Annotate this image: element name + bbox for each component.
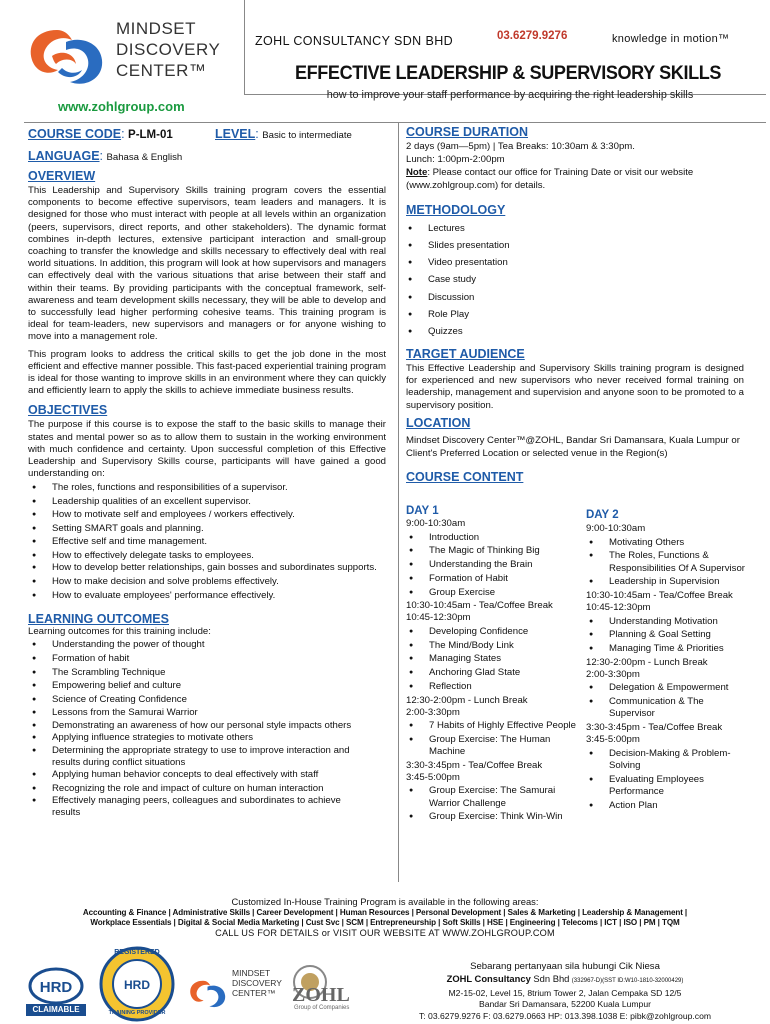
website-link[interactable]: www.zohlgroup.com (58, 99, 185, 114)
bullet-icon: ● (409, 588, 414, 596)
schedule-time: 2:00-3:30pm (586, 668, 640, 680)
schedule-topic: The Roles, Functions & Responsibilities Of A Supervisor ● (589, 550, 745, 574)
level-value: Basic to intermediate (262, 130, 352, 141)
schedule-topic: Group Exercise: The Human Machine ● (409, 734, 551, 758)
schedule-topic: Formation of Habit ● (409, 572, 508, 584)
badge-subtext: TRAINING PROVIDER (108, 1010, 166, 1016)
schedule-topic: Group Exercise ● (409, 586, 496, 598)
zohl-logo-text: ZOHL (292, 984, 350, 1006)
list-item: ● Effective self and time management. (30, 535, 386, 548)
schedule-topic: The Magic of Thinking Big ● (409, 545, 540, 557)
list-item: ● Applying human behavior concepts to deal effectively with staff (30, 768, 386, 782)
colon: : (99, 149, 107, 163)
course-code: P-LM-01 (128, 129, 173, 141)
bullet-icon: ● (589, 801, 594, 809)
list-item: ● Applying influence strategies to motivate others (30, 731, 386, 745)
list-item: ● How to effectively delegate tasks to employees. (30, 549, 386, 562)
header-phone: 03.6279.9276 (497, 30, 568, 42)
bullet-icon: ● (409, 627, 414, 635)
audience-text: This Effective Leadership and Supervisory Skills training program is designed for experienced and new supervisors who never received formal training on leadership, management and supervision and anyone soon to be promoted to a supervisory position. (406, 362, 744, 411)
location-text: Mindset Discovery Center™@ZOHL, Bandar Sri Damansara, Kuala Lumpur or Client's Preferred Location or selected venue in the Region(s) (406, 435, 740, 459)
lunch-line: Lunch: 1:00pm-2:00pm (406, 154, 505, 166)
overview-paragraph: This Leadership and Supervisory Skills training program covers the essential components to become effective supervisors, team leaders and managers. It is designed for those who must interact with people at all levels within an organization (peers, supervisors, direct reports, and other stakeholders). The dynamic format combines in-depth lectures, extensive participant interaction and small-group coaching to transfer the knowledge and skills necessary to effectively deal with real world situations. In addition, this program will look at how supervisors and managers can effectively deal with the various situations that arise between their staff and within their teams. By providing participants with the conceptual framework, self-awareness and team development skills necessary, they will be able to develop and to successfully lead higher performing cohesive teams. This training program is ideal for team-leaders, new supervisors and managers or for anyone wishing to move into a management role. (28, 185, 386, 343)
outcomes-list (30, 638, 386, 818)
contact-reg: (332967-D)(SST ID:W10-1810-32000429) (571, 978, 684, 984)
list-item: ● Quizzes (406, 323, 744, 340)
list-item: ● Case study (406, 271, 744, 288)
schedule-time: 2:00-3:30pm (406, 706, 460, 718)
list-item: ● The roles, functions and responsibilities of a supervisor. (30, 481, 386, 494)
list-item: ● Science of Creating Confidence (30, 693, 386, 707)
address-line: M2-15-02, Level 15, 8trium Tower 2, Jalan Cempaka SD 12/5 (448, 987, 682, 998)
overview-heading: OVERVIEW (28, 169, 96, 183)
bullet-icon: ● (409, 641, 414, 649)
day1-schedule (406, 518, 582, 825)
schedule-time: 10:30-10:45am - Tea/Coffee Break (406, 600, 553, 612)
schedule-topic: Evaluating Employees Performance ● (589, 773, 704, 797)
logo-line: MINDSET (232, 968, 271, 978)
registered-provider-badge (97, 944, 177, 1022)
list-item: ● Lessons from the Samurai Warrior (30, 706, 386, 720)
brand-logo-text (116, 18, 220, 81)
language-row (28, 147, 386, 167)
schedule-topic: 7 Habits of Highly Effective People ● (409, 720, 577, 732)
address-line: Bandar Sri Damansara, 52200 Kuala Lumpur (479, 999, 651, 1010)
duration-line: 2 days (9am—5pm) | Tea Breaks: 10:30am & 3:30pm. (406, 141, 635, 152)
logo-line: CENTER™ (116, 61, 207, 80)
methodology-list (406, 220, 744, 341)
day2-schedule (586, 523, 746, 813)
colon: : (121, 127, 129, 141)
schedule-topic: Managing Time & Priorities ● (589, 643, 724, 655)
schedule-time: 9:00-10:30am (406, 518, 466, 529)
svg-text:HRD: HRD (124, 978, 150, 992)
methodology-heading: METHODOLOGY (406, 202, 506, 217)
course-title: EFFECTIVE LEADERSHIP & SUPERVISORY SKILLS (294, 63, 722, 84)
schedule-topic: Understanding the Brain ● (409, 559, 533, 571)
logo-line: MINDSET (116, 19, 196, 38)
schedule-time: 3:45-5:00pm (586, 734, 640, 745)
logo-line: CENTER™ (232, 988, 276, 998)
schedule-topic: Decision-Making & Problem-Solving ● (589, 747, 731, 771)
bullet-icon: ● (409, 655, 414, 663)
note-label: Note (406, 167, 428, 179)
brand-logo-mark (22, 22, 112, 92)
schedule-topic: Motivating Others ● (589, 536, 685, 548)
schedule-time: 10:30-10:45am - Tea/Coffee Break (586, 590, 733, 602)
bullet-icon: ● (589, 775, 594, 783)
bullet-icon: ● (589, 631, 594, 639)
list-item: ● Role Play (406, 306, 744, 323)
list-item: ● The Scrambling Technique (30, 666, 386, 680)
bullet-icon: ● (409, 533, 414, 541)
bullet-icon: ● (589, 617, 594, 625)
divider (24, 122, 766, 123)
hrd-claimable-badge (22, 966, 90, 1020)
overview-paragraph: This program looks to address the critical skills to get the job done in the most efficient and effective manner possible. This fast-paced experiential training program is ideal for those wanting to improve skills in an environment where they can quickly and efficiently learn to apply the skills to achieve immediate business results. (28, 348, 386, 397)
bullet-icon: ● (409, 683, 414, 691)
list-item: ● Understanding the power of thought (30, 638, 386, 652)
column-divider (398, 122, 399, 882)
objectives-list (30, 481, 386, 602)
list-item: ● Determining the appropriate strategy to use to improve interaction and results during conflict situations (30, 745, 386, 768)
schedule-topic: Group Exercise: The Samurai Warrior Challenge ● (409, 785, 556, 809)
note-text: : Please contact our office for Training Date or visit our website (www.zohlgroup.com) for details. (406, 167, 694, 191)
schedule-topic: Developing Confidence ● (409, 625, 529, 637)
inhouse-note: Customized In-House Training Program is available in the following areas: (231, 896, 539, 907)
list-item: ● Lectures (406, 220, 744, 237)
bullet-icon: ● (409, 574, 414, 582)
schedule-topic: Understanding Motivation ● (589, 615, 718, 627)
schedule-time: 9:00-10:30am (586, 523, 646, 534)
bullet-icon: ● (589, 552, 594, 560)
bullet-icon: ● (409, 722, 414, 730)
contact-company: ZOHL Consultancy (446, 973, 531, 984)
bullet-icon: ● (589, 684, 594, 692)
day2-label: DAY 2 (586, 509, 619, 521)
bullet-icon: ● (409, 736, 414, 744)
language-value: Bahasa & English (106, 152, 183, 163)
content-heading: COURSE CONTENT (406, 470, 524, 485)
schedule-time: 12:30-2:00pm - Lunch Break (586, 656, 708, 668)
company-name: ZOHL CONSULTANCY SDN BHD (255, 34, 454, 48)
zohl-logo-sub: Group of Companies (294, 1005, 350, 1011)
bullet-icon: ● (409, 787, 414, 795)
badge-text: CLAIMABLE (32, 1005, 80, 1014)
list-item: ● Effectively managing peers, colleagues and subordinates to achieve results (30, 795, 386, 818)
contact-intro: Sebarang pertanyaan sila hubungi Cik Niesa (470, 961, 660, 972)
list-item: ● Discussion (406, 289, 744, 306)
zohl-logo (288, 960, 358, 1016)
schedule-topic: Planning & Goal Setting ● (589, 629, 711, 641)
bullet-icon: ● (409, 669, 414, 677)
schedule-time: 3:30-3:45pm - Tea/Coffee Break (406, 760, 543, 772)
right-column (406, 125, 744, 484)
duration-heading: COURSE DURATION (406, 125, 528, 139)
schedule-topic: Anchoring Glad State ● (409, 667, 521, 679)
schedule-topic: Group Exercise: Think Win-Win ● (409, 811, 563, 823)
svg-text:HRD: HRD (39, 979, 73, 996)
schedule-topic: The Mind/Body Link ● (409, 639, 514, 651)
audience-heading: TARGET AUDIENCE (406, 346, 525, 361)
contact-company-rest: Sdn Bhd (530, 973, 570, 984)
schedule-topic: Introduction ● (409, 531, 480, 543)
footer-logo-mark (186, 974, 230, 1014)
bullet-icon: ● (589, 578, 594, 586)
note-paragraph (406, 167, 744, 192)
logo-line: DISCOVERY (232, 978, 282, 988)
call-to-action: CALL US FOR DETAILS or VISIT OUR WEBSITE AT WWW.ZOHLGROUP.COM (215, 928, 555, 938)
schedule-time: 3:30-3:45pm - Tea/Coffee Break (586, 722, 723, 734)
course-code-label: COURSE CODE (28, 127, 122, 141)
course-code-row (28, 125, 386, 145)
list-item: ● Empowering belief and culture (30, 679, 386, 693)
day1-label: DAY 1 (406, 505, 439, 517)
list-item: ● How to motivate self and employees / workers effectively. (30, 508, 386, 521)
objectives-intro: The purpose if this course is to expose the staff to the basic skills to manage their states and mental power so as to allow them to sustain in the working environment with much confidence and certainty. Upon successful completion of this Effective Leadership and Supervisory Skills course, participants will have gained a good understanding on: (28, 419, 386, 480)
bullet-icon: ● (409, 561, 414, 569)
language-label: LANGUAGE (28, 149, 100, 163)
schedule-time: 10:45-12:30pm (586, 602, 651, 613)
contact-line: T: 03.6279.9276 F: 03.6279.0663 HP: 013.398.1038 E: pibk@zohlgroup.com (418, 1010, 712, 1021)
schedule-topic: Delegation & Empowerment ● (589, 682, 729, 694)
schedule-topic: Reflection ● (409, 681, 472, 693)
list-item: ● Formation of habit (30, 652, 386, 666)
contact-block (366, 960, 764, 1022)
footer-logo-text (232, 968, 282, 998)
outcomes-intro: Learning outcomes for this training include: (28, 626, 211, 638)
list-item: ● How to evaluate employees' performance effectively. (30, 589, 386, 602)
schedule-topic: Leadership in Supervision ● (589, 576, 720, 588)
badge-text: REGISTERED (114, 949, 160, 956)
schedule-time: 3:45-5:00pm (406, 771, 460, 783)
level-label: LEVEL (215, 127, 256, 141)
course-subtitle: how to improve your staff performance by acquiring the right leadership skills (326, 89, 694, 101)
list-item: ● Slides presentation (406, 237, 744, 254)
bullet-icon: ● (589, 698, 594, 706)
left-column (28, 125, 386, 819)
training-areas: Workplace Essentials | Digital & Social Media Marketing | Cust Svc | SCM | Entrepreneurship | Soft Skills | HSE | Engineering | Telecoms | ICT | ISO | PM | TQM (90, 918, 680, 927)
training-areas: Accounting & Finance | Administrative Skills | Career Development | Human Resources | Personal Development | Sales & Marketing | Leadership & Management | (82, 908, 688, 917)
schedule-time: 10:45-12:30pm (406, 612, 471, 624)
tagline: knowledge in motion™ (612, 33, 730, 45)
list-item: ● Video presentation (406, 254, 744, 271)
list-item: ● How to develop better relationships, gain bosses and subordinates supports. (30, 562, 386, 574)
list-item: ● Recognizing the role and impact of culture on human interaction (30, 782, 386, 796)
colon: : (255, 127, 263, 141)
bullet-icon: ● (409, 813, 414, 821)
list-item: ● How to make decision and solve problems effectively. (30, 575, 386, 588)
schedule-topic: Communication & The Supervisor ● (589, 696, 704, 720)
outcomes-heading: LEARNING OUTCOMES (28, 612, 169, 627)
location-heading: LOCATION (406, 416, 471, 431)
bullet-icon: ● (589, 645, 594, 653)
objectives-heading: OBJECTIVES (28, 403, 108, 418)
schedule-topic: Managing States ● (409, 653, 501, 665)
contact-company-line (366, 973, 764, 988)
list-item: ● Setting SMART goals and planning. (30, 522, 386, 535)
logo-line: DISCOVERY (116, 40, 221, 59)
bullet-icon: ● (589, 538, 594, 546)
schedule-time: 12:30-2:00pm - Lunch Break (406, 694, 528, 706)
bullet-icon: ● (409, 547, 414, 555)
schedule-topic: Action Plan ● (589, 799, 658, 811)
list-item: ● Leadership qualities of an excellent supervisor. (30, 495, 386, 508)
bullet-icon: ● (589, 749, 594, 757)
list-item: ● Demonstrating an awareness of how our personal style impacts others (30, 720, 386, 732)
